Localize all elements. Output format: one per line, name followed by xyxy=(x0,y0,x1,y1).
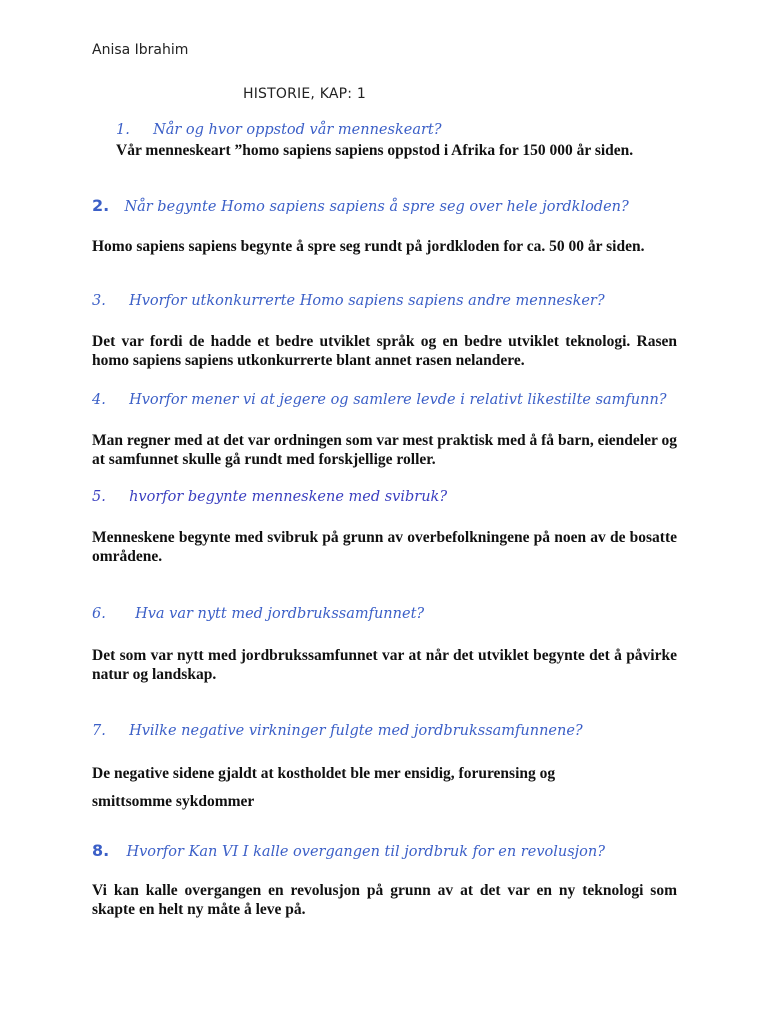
answer-6: Det som var nytt med jordbrukssamfunnet var at når det utviklet begynte det å påvirke natur og landskap. xyxy=(92,647,677,683)
question-number: 3. xyxy=(92,293,106,309)
answer-1: Vår menneskeart ”homo sapiens sapiens oppstod i Afrika for 150 000 år siden. xyxy=(116,142,634,159)
answer-7-line-1: De negative sidene gjaldt at kostholdet ble mer ensidig, forurensing og xyxy=(92,765,556,782)
question-text: Hvorfor utkonkurrerte Homo sapiens sapiens andre mennesker? xyxy=(129,293,605,309)
author-name: Anisa Ibrahim xyxy=(92,42,189,58)
answer-5: Menneskene begynte med svibruk på grunn av overbefolkningene på noen av de bosatte områdene. xyxy=(92,529,677,565)
question-number: 2. xyxy=(92,196,110,215)
question-number: 6. xyxy=(92,606,106,622)
answer-8: Vi kan kalle overgangen en revolusjon på grunn av at det var en ny teknologi som skapte en helt ny måte å leve på. xyxy=(92,882,677,918)
question-text: Hva var nytt med jordbrukssamfunnet? xyxy=(135,606,425,622)
question-8 xyxy=(92,841,682,860)
answer-4: Man regner med at det var ordningen som var mest praktisk med å få barn, eiendeler og at samfunnet skulle gå rundt med forskjellige roller. xyxy=(92,432,677,468)
question-text: hvorfor begynte menneskene med svibruk? xyxy=(129,489,448,505)
question-6 xyxy=(92,606,682,622)
question-text: Når og hvor oppstod vår menneskeart? xyxy=(153,122,442,138)
answer-2: Homo sapiens sapiens begynte å spre seg rundt på jordkloden for ca. 50 00 år siden. xyxy=(92,238,645,255)
question-1 xyxy=(116,122,706,138)
question-number: 8. xyxy=(92,841,110,860)
question-3 xyxy=(92,293,682,309)
question-7 xyxy=(92,723,682,739)
answer-7-line-2: smittsomme sykdommer xyxy=(92,793,255,810)
question-number: 7. xyxy=(92,723,106,739)
question-text: Hvorfor Kan VI I kalle overgangen til jordbruk for en revolusjon? xyxy=(126,844,606,860)
question-number: 4. xyxy=(92,392,106,408)
question-4 xyxy=(92,392,682,408)
question-text: Hvilke negative virkninger fulgte med jordbrukssamfunnene? xyxy=(129,723,583,739)
question-2 xyxy=(92,196,682,215)
answer-3: Det var fordi de hadde et bedre utviklet språk og en bedre utviklet teknologi. Rasen homo sapiens sapiens utkonkurrerte blant annet rasen nelandere. xyxy=(92,333,677,369)
question-text: Når begynte Homo sapiens sapiens å spre seg over hele jordkloden? xyxy=(124,199,629,215)
question-number: 5. xyxy=(92,489,106,505)
question-number: 1. xyxy=(116,122,130,138)
question-text: Hvorfor mener vi at jegere og samlere levde i relativt likestilte samfunn? xyxy=(129,392,667,408)
question-5 xyxy=(92,489,682,505)
document-title: HISTORIE, KAP: 1 xyxy=(243,86,366,102)
